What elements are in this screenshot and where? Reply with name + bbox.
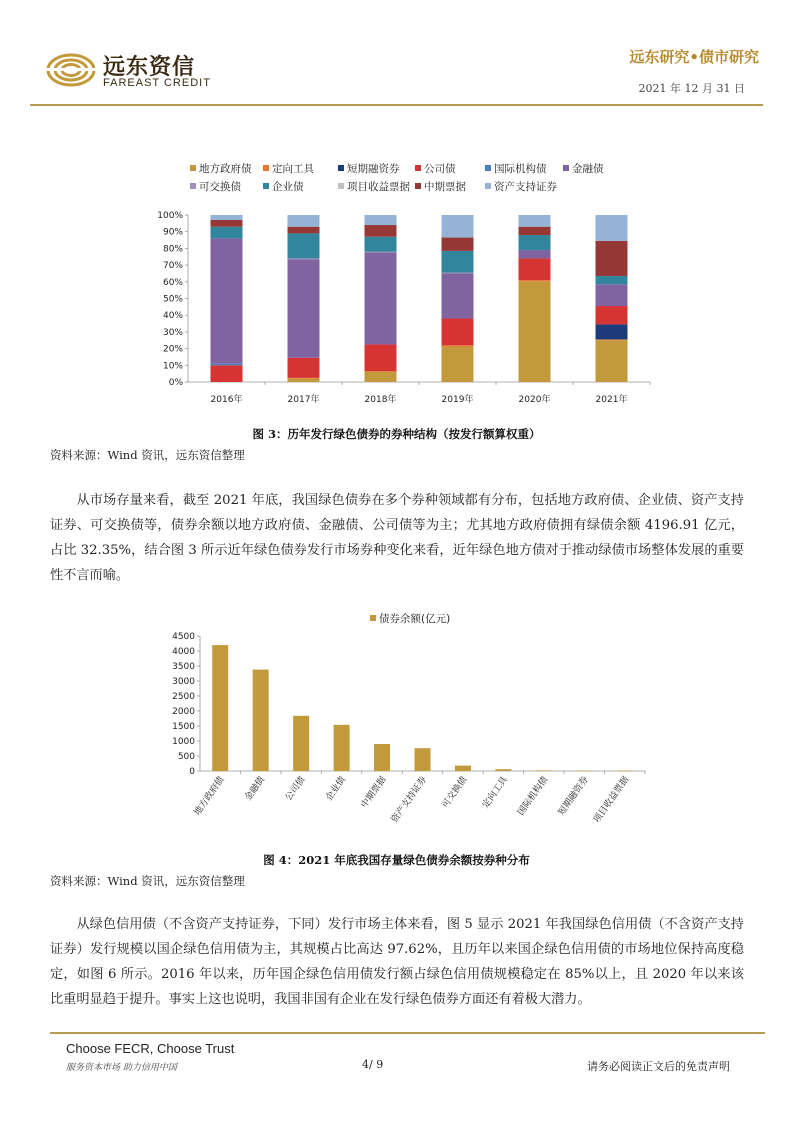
- bar-3-6: [442, 273, 474, 274]
- bar-1-7: [288, 233, 320, 258]
- legend-swatch-7: [263, 183, 269, 189]
- footer-slogan-en: Choose FECR, Choose Trust: [66, 1041, 235, 1056]
- legend-swatch-0: [190, 165, 196, 171]
- header-divider: [30, 104, 763, 106]
- y-tick-label-3: 30%: [162, 327, 183, 338]
- logo-cn: 远东资信: [103, 55, 196, 80]
- bar-1: [253, 670, 269, 771]
- legend-label: 债券余额(亿元): [379, 613, 451, 625]
- footer-slogan-cn: 服务资本市场 助力信用中国: [66, 1063, 177, 1073]
- bar-4-7: [519, 235, 551, 250]
- bar-0-7: [211, 227, 243, 239]
- x-tick-label-3: 2019年: [441, 395, 474, 405]
- bar-6: [455, 766, 471, 771]
- bar-4-5: [519, 250, 551, 258]
- bar-2-7: [365, 237, 397, 252]
- bar-0-3: [211, 365, 243, 382]
- bar-5-7: [596, 276, 628, 284]
- bar-2: [293, 716, 309, 771]
- legend-swatch-6: [190, 183, 196, 189]
- x-tick-label-5: 资产支持证券: [389, 774, 429, 825]
- bar-0-10: [211, 215, 243, 220]
- bar-3-10: [442, 215, 474, 238]
- legend-swatch-8: [338, 183, 344, 189]
- bar-5-2: [596, 324, 628, 339]
- y-tick-label-6: 3000: [172, 677, 195, 687]
- bar-0: [212, 645, 228, 771]
- bar-1-1: [288, 378, 320, 379]
- y-tick-label-0: 0%: [168, 378, 183, 388]
- bar-4-9: [519, 227, 551, 235]
- legend-swatch-9: [415, 183, 421, 189]
- x-tick-label-4: 2020年: [518, 395, 551, 405]
- x-tick-label-1: 2017年: [287, 395, 320, 405]
- figure4-bar-chart: [160, 605, 650, 845]
- y-tick-label-9: 90%: [162, 227, 183, 238]
- y-tick-label-1: 10%: [162, 361, 183, 372]
- bar-4-10: [519, 215, 551, 227]
- y-tick-label-1: 500: [177, 752, 195, 762]
- x-tick-label-4: 中期票据: [359, 774, 389, 811]
- y-tick-label-3: 1500: [172, 722, 195, 732]
- bar-3-0: [442, 347, 474, 382]
- bar-10: [617, 771, 633, 772]
- legend-swatch-3: [415, 165, 421, 171]
- legend-swatch-2: [338, 165, 344, 171]
- y-tick-label-5: 2500: [172, 692, 195, 702]
- legend-label-10: 资产支持证券: [494, 181, 557, 193]
- footer-divider: [50, 1032, 765, 1034]
- bar-3-9: [442, 238, 474, 251]
- x-tick-label-0: 地方政府债: [192, 774, 227, 818]
- x-tick-label-7: 定向工具: [481, 774, 510, 811]
- y-tick-label-8: 80%: [162, 244, 183, 255]
- page-number: 4/ 9: [362, 1058, 384, 1071]
- legend-label-4: 国际机构债: [494, 163, 547, 175]
- bar-1-0: [288, 379, 320, 382]
- legend-swatch-10: [485, 183, 491, 189]
- x-tick-label-2: 公司债: [283, 774, 308, 803]
- bar-5-3: [596, 306, 628, 324]
- bar-4-3: [519, 258, 551, 280]
- figure3-caption: 图 3：历年发行绿色债券的券种结构（按发行额算权重）: [252, 427, 541, 441]
- bar-0-9: [211, 220, 243, 227]
- y-tick-label-8: 4000: [172, 647, 195, 657]
- bar-2-10: [365, 215, 397, 225]
- x-tick-label-5: 2021年: [595, 395, 628, 405]
- brand-title: 远东研究•债市研究: [629, 48, 759, 66]
- report-date: 2021 年 12 月 31 日: [638, 82, 745, 95]
- legend-label-5: 金融债: [572, 163, 604, 175]
- paragraph-2: [50, 912, 744, 1012]
- x-tick-label-8: 国际机构债: [516, 774, 551, 818]
- bar-3-1: [442, 345, 474, 347]
- bar-3-5: [442, 273, 474, 318]
- figure4-caption: 图 4：2021 年底我国存量绿色债券余额按券种分布: [263, 853, 530, 867]
- y-tick-label-5: 50%: [162, 294, 183, 305]
- y-tick-label-2: 1000: [172, 737, 195, 747]
- paragraph-1-text: 从市场存量来看，截至 2021 年底，我国绿色债券在多个券种领域都有分布，包括地方政府债、企业债、资产支持证券、可交换债等，债券余额以地方政府债、金融债、公司债等为主；尤其地方政府债拥有绿债余额 4196.91 亿元，占比 32.35%，结合图 3 所示近年绿色债券发行市场券种变化来看，近年绿色地方债对于推动绿债市场整体发展的重要性不言而喻。: [50, 493, 744, 583]
- y-tick-label-0: 0: [189, 767, 195, 777]
- bar-5-1: [596, 339, 628, 340]
- legend-label-0: 地方政府债: [199, 163, 252, 175]
- bar-5-5: [596, 284, 628, 306]
- y-tick-label-7: 3500: [172, 662, 195, 672]
- bar-4-1: [519, 280, 551, 282]
- x-tick-label-6: 可交换债: [440, 774, 470, 811]
- bar-3: [334, 725, 350, 771]
- x-tick-label-0: 2016年: [210, 395, 243, 405]
- bar-2-9: [365, 225, 397, 237]
- bar-2-3: [365, 344, 397, 371]
- legend-label-7: 企业债: [272, 181, 304, 193]
- fareast-logo-icon: [46, 52, 96, 88]
- paragraph-1: [50, 488, 744, 588]
- bar-4: [374, 744, 390, 771]
- legend-swatch: [370, 615, 376, 621]
- figure4-source: 资料来源：Wind 资讯，远东资信整理: [50, 874, 245, 888]
- y-tick-label-6: 60%: [162, 277, 183, 288]
- legend-swatch-5: [563, 165, 569, 171]
- paragraph-2-text: 从绿色信用债（不含资产支持证券，下同）发行市场主体来看，图 5 显示 2021 年我国绿色信用债（不含资产支持证券）发行规模以国企绿色信用债为主，其规模占比高达 97.62%，且历年以来国企绿色信用债的市场地位保持高度稳定，如图 6 所示。2016 年以来，历年国企绿色信用债发行额占绿色信用债规模稳定在 85%以上，且 2020 年以来该比重明显趋于提升。事实上这也说明，我国非国有企业在发行绿色债券方面还有着极大潜力。: [50, 917, 744, 1007]
- y-tick-label-7: 70%: [162, 261, 183, 272]
- legend-swatch-4: [485, 165, 491, 171]
- legend-label-8: 项目收益票据: [347, 181, 410, 193]
- x-tick-label-1: 金融债: [243, 774, 268, 803]
- legend-swatch-1: [263, 165, 269, 171]
- bar-7: [495, 769, 511, 771]
- bar-5-0: [596, 340, 628, 382]
- bar-1-9: [288, 227, 320, 234]
- y-tick-label-4: 2000: [172, 707, 195, 717]
- bar-5-10: [596, 215, 628, 241]
- bar-1-10: [288, 215, 320, 227]
- bar-1-5: [288, 259, 320, 358]
- figure3-source: 资料来源：Wind 资讯，远东资信整理: [50, 448, 245, 462]
- legend-label-9: 中期票据: [424, 181, 466, 193]
- bar-3-3: [442, 319, 474, 346]
- bar-2-1: [365, 371, 397, 372]
- y-tick-label-10: 100%: [157, 211, 183, 221]
- bar-1-6: [288, 258, 320, 259]
- bar-0-5: [211, 238, 243, 363]
- bar-1-3: [288, 358, 320, 378]
- figure3-stacked-bar-chart: [150, 163, 660, 413]
- x-tick-label-10: 项目收益票据: [592, 774, 632, 825]
- footer-disclaimer: 请务必阅读正文后的免责声明: [587, 1060, 730, 1073]
- y-tick-label-4: 40%: [162, 311, 183, 322]
- x-tick-label-3: 企业债: [324, 774, 349, 803]
- legend-label-2: 短期融资券: [347, 163, 400, 175]
- logo-en: FAREAST CREDIT: [103, 77, 211, 89]
- bar-4-0: [519, 282, 551, 382]
- bar-8: [536, 770, 552, 771]
- bar-9: [576, 771, 592, 772]
- bar-5: [415, 748, 431, 771]
- x-tick-label-9: 短期融资券: [556, 774, 591, 818]
- bar-0-4: [211, 364, 243, 366]
- legend-label-1: 定向工具: [272, 163, 314, 175]
- x-tick-label-2: 2018年: [364, 395, 397, 405]
- legend-label-3: 公司债: [424, 163, 456, 175]
- bar-2-0: [365, 372, 397, 382]
- legend-label-6: 可交换债: [199, 181, 241, 193]
- y-tick-label-9: 4500: [172, 632, 195, 642]
- bar-2-5: [365, 253, 397, 345]
- bar-5-9: [596, 241, 628, 276]
- y-tick-label-2: 20%: [162, 344, 183, 355]
- bar-2-6: [365, 252, 397, 253]
- bar-3-7: [442, 251, 474, 273]
- header: [0, 0, 793, 110]
